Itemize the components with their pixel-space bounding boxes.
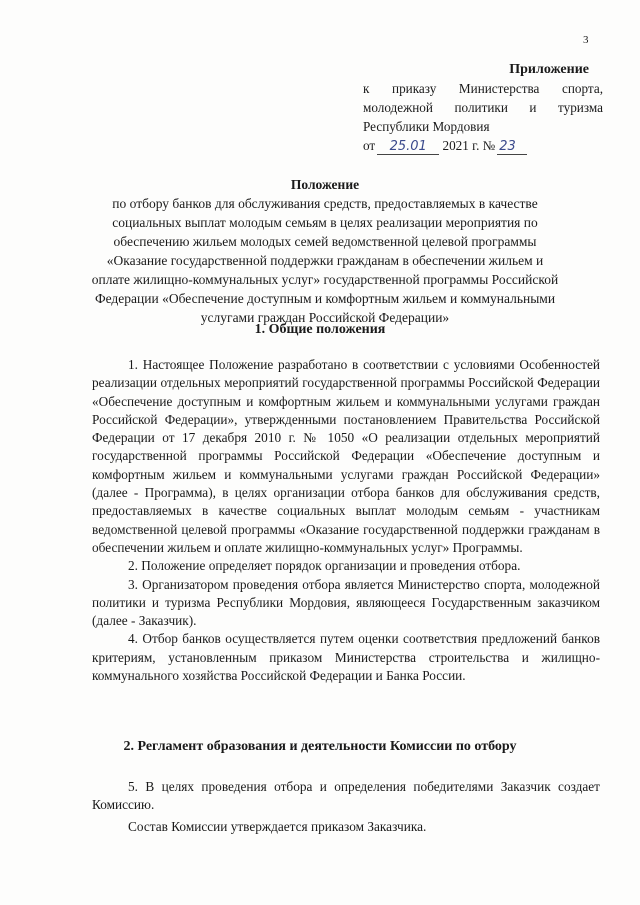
title-text: по отбору банков для обслуживания средств, предоставляемых в качестве социальных выплат молодым семьям в целях реализации мероприятия по обеспечению жильем молодых семей ведомственной целевой программы «Оказание государственной поддержки гражданам в обеспечении жильем и оплате жилищно-коммунальных услуг» государственной программы Российской Федерации «Обеспечение доступным и комфортным жильем и коммунальными услугами граждан Российской Федерации» bbox=[91, 196, 559, 325]
handwritten-date: 25.01 bbox=[377, 140, 439, 155]
section-2-body bbox=[92, 778, 600, 836]
paragraph-6: Состав Комиссии утверждается приказом Заказчика. bbox=[128, 818, 427, 834]
appendix-title: Приложение bbox=[509, 62, 589, 77]
document-title bbox=[90, 175, 560, 327]
section-1-heading: 1. Общие положения bbox=[254, 322, 386, 337]
paragraph-5: 5. В целях проведения отбора и определения победителями Заказчик создает Комиссию. bbox=[92, 779, 600, 813]
paragraph-2: 2. Положение определяет порядок организации и проведения отбора. bbox=[128, 558, 521, 574]
paragraph-3: 3. Организатором проведения отбора является Министерство спорта, молодежной политики и туризма Республики Мордовия, являющееся Государственным заказчиком (далее - Заказчик). bbox=[92, 576, 600, 629]
section-2-heading: 2. Регламент образования и деятельности Комиссии по отбору bbox=[123, 739, 517, 754]
page-number: 3 bbox=[583, 34, 589, 46]
paragraph-4: 4. Отбор банков осуществляется путем оценки соответствия предложений банков критериям, установленным приказом Министерства строительства и жилищно-коммунального хозяйства Российской Федерации и Банка России. bbox=[92, 631, 600, 684]
title-heading: Положение bbox=[290, 177, 360, 192]
section-1-body bbox=[92, 356, 600, 685]
appendix-date-line bbox=[363, 136, 603, 155]
appendix-line-3: Республики Мордовия bbox=[363, 119, 490, 134]
date-prefix: от bbox=[363, 138, 376, 153]
handwritten-number: 23 bbox=[497, 140, 527, 155]
appendix-line-2: молодежной политики и туризма bbox=[363, 100, 603, 115]
paragraph-1: 1. Настоящее Положение разработано в соответствии с условиями Особенностей реализации отдельных мероприятий государственной программы Российской Федерации «Обеспечение доступным и комфортным жильем и коммунальными услугами граждан Российской Федерации», утвержденными постановлением Правительства Российской Федерации от 17 декабря 2010 г. № 1050 «О реализации отдельных мероприятий государственной программы Российской Федерации «Обеспечение доступным и комфортным жильем и коммунальными услугами граждан Российской Федерации» (далее - Программа), в целях организации отбора банков для обслуживания средств, предоставляемых в качестве социальных выплат молодым семьям - участникам ведомственной целевой программы «Оказание государственной поддержки гражданам в обеспечении жильем и оплате жилищно-коммунальных услуг» Программы. bbox=[92, 357, 600, 555]
appendix-block bbox=[363, 60, 603, 155]
appendix-line-1: к приказу Министерства спорта, bbox=[363, 81, 603, 96]
year-text: 2021 г. № bbox=[442, 138, 496, 153]
